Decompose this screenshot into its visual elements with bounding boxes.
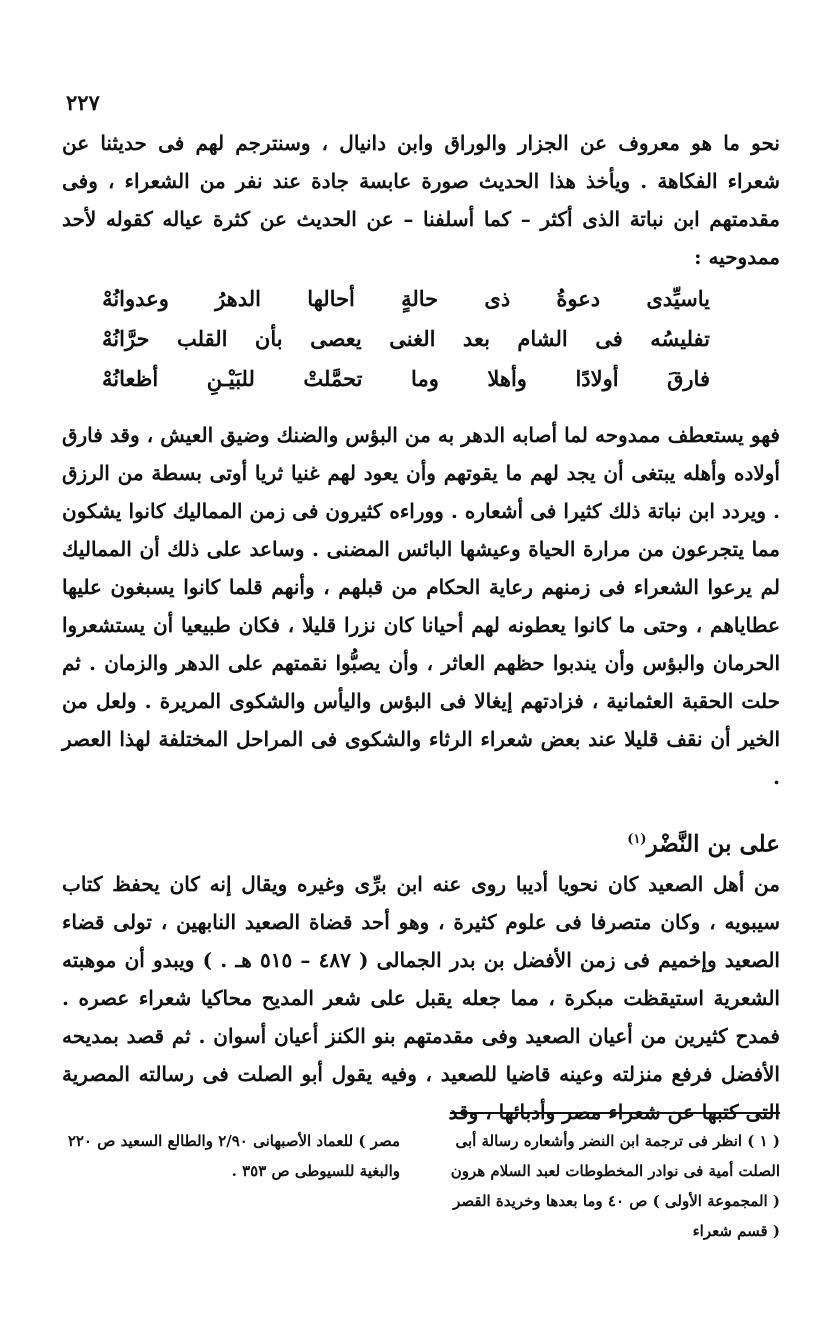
section-heading-text: على بن النَّضْر xyxy=(646,830,780,858)
verse-word: بعد xyxy=(462,326,490,351)
verse-word: القلب xyxy=(177,326,228,351)
verse-word: وعدوانُهْ xyxy=(102,286,169,311)
footnote-right-column: ( ١ ) انظر فى ترجمة ابن النضر وأشعاره رسالة أبى الصلت أمية فى نوادر المخطوطات لعبد السلام هرون ( المجموعة الأولى ) ص ٤٠ وما بعدها وخريدة القصر ( قسم شعراء xyxy=(450,1132,780,1240)
footnote-left-column: مصر ) للعماد الأصبهانى ٢/٩٠ والطالع السعيد ص ٢٢٠ والبغية للسيوطى ص ٣٥٣ . xyxy=(67,1132,400,1180)
footnotes xyxy=(62,1126,780,1246)
verse-word: تفليسُه xyxy=(650,326,710,351)
main-text xyxy=(62,124,780,1131)
verse-word: بأن xyxy=(254,326,283,351)
verse-word: ياسيِّدى xyxy=(646,286,710,311)
section-heading xyxy=(62,820,780,865)
verse-word: الشام xyxy=(517,326,568,351)
footnote-reference: (١) xyxy=(627,832,647,847)
paragraph-3: من أهل الصعيد كان نحويا أديبا روى عنه ابن برِّى وغيره ويقال إنه كان يحفظ كتاب سيبويه ، وكان متصرفا فى علوم كثيرة ، وهو أحد قضاة الصعيد النابهين ، تولى قضاء الصعيد وإخميم فى زمن الأفضل بن بدر الجمالى ( ٤٨٧ – ٥١٥ هـ . ) ويبدو أن موهبته الشعرية استيقظت مبكرة ، مما جعله يقبل على شعر المديح محاكيا شعراء عصره . فمدح كثيرين من أعيان الصعيد وفى مقدمتهم بنو الكنز أعيان أسوان . ثم قصد بمديحه الأفضل فرفع منزلته وعينه قاضيا للصعيد ، وفيه يقول أبو الصلت فى رسالته المصرية التى كتبها عن شعراء مصر وأدبائها ، وقد xyxy=(62,871,780,1124)
verse-word: للبَيْـنِ xyxy=(206,366,255,391)
verse-word: ذى xyxy=(484,286,511,311)
verse-word: يعصى xyxy=(310,326,362,351)
intro-paragraph: نحو ما هو معروف عن الجزار والوراق وابن دانيال ، وسنترجم لهم فى حديثنا عن شعراء الفكاهة . ويأخذ هذا الحديث صورة عابسة جادة عند نفر من الشعراء ، وفى مقدمتهم ابن نباتة الذى أكثر – كما أسلفنا – عن الحديث عن كثرة عياله كقوله لأحد ممدوحيه : xyxy=(62,131,780,269)
verse-word: الغنى xyxy=(389,326,436,351)
verse-word: حرَّانُهْ xyxy=(102,326,150,351)
verse-line-3 xyxy=(62,362,780,396)
verse-word: فى xyxy=(595,326,623,351)
verse-line-2 xyxy=(62,322,780,356)
paragraph-2: فهو يستعطف ممدوحه لما أصابه الدهر به من البؤس والضنك وضيق العيش ، وقد فارق أولاده وأهله يبتغى أن يجد لهم ما يقوتهم وأن يعود لهم غنيا ثريا أوتى بسطة من الرزق . ويردد ابن نباتة ذلك كثيرا فى أشعاره . ووراءه كثيرون فى زمن المماليك كانوا يشكون مما يتجرعون من مرارة الحياة وعيشها البائس المضنى . وساعد على ذلك أن المماليك لم يرعوا الشعراء فى زمنهم رعاية الحكام من قبلهم ، وأنهم قلما كانوا يسبغون عليها عطاياهم ، وحتى ما كانوا يعطونه لهم أحيانا كان نزرا قليلا ، فكان طبيعيا أن يستشعروا الحرمان والبؤس وأن يندبوا حظهم العاثر ، وأن يصبُّوا نقمتهم على الدهر والزمان . ثم حلت الحقبة العثمانية ، فزادتهم إيغالا فى البؤس واليأس والشكوى المريرة . ولعل من الخير أن نقف قليلا عند بعض شعراء الرثاء والشكوى فى المراحل المختلفة لهذا العصر . xyxy=(62,423,780,789)
poem-verse xyxy=(62,282,780,396)
verse-word: تحمَّلتْ xyxy=(303,366,363,391)
verse-word: حالةٍ xyxy=(401,286,439,311)
verse-word: أحالها xyxy=(307,286,355,311)
verse-word: فارقَ xyxy=(667,366,710,391)
verse-word: وأهلا xyxy=(487,366,527,391)
verse-word: وما xyxy=(411,366,439,391)
verse-word: أولادًا xyxy=(575,366,619,391)
verse-word: الدهرُ xyxy=(215,286,261,311)
page-number: ٢٢٧ xyxy=(66,90,100,115)
verse-line-1 xyxy=(62,282,780,316)
verse-word: دعوةُ xyxy=(556,286,601,311)
footnote-divider xyxy=(450,1112,780,1114)
verse-word: أظعانُهْ xyxy=(102,366,159,391)
